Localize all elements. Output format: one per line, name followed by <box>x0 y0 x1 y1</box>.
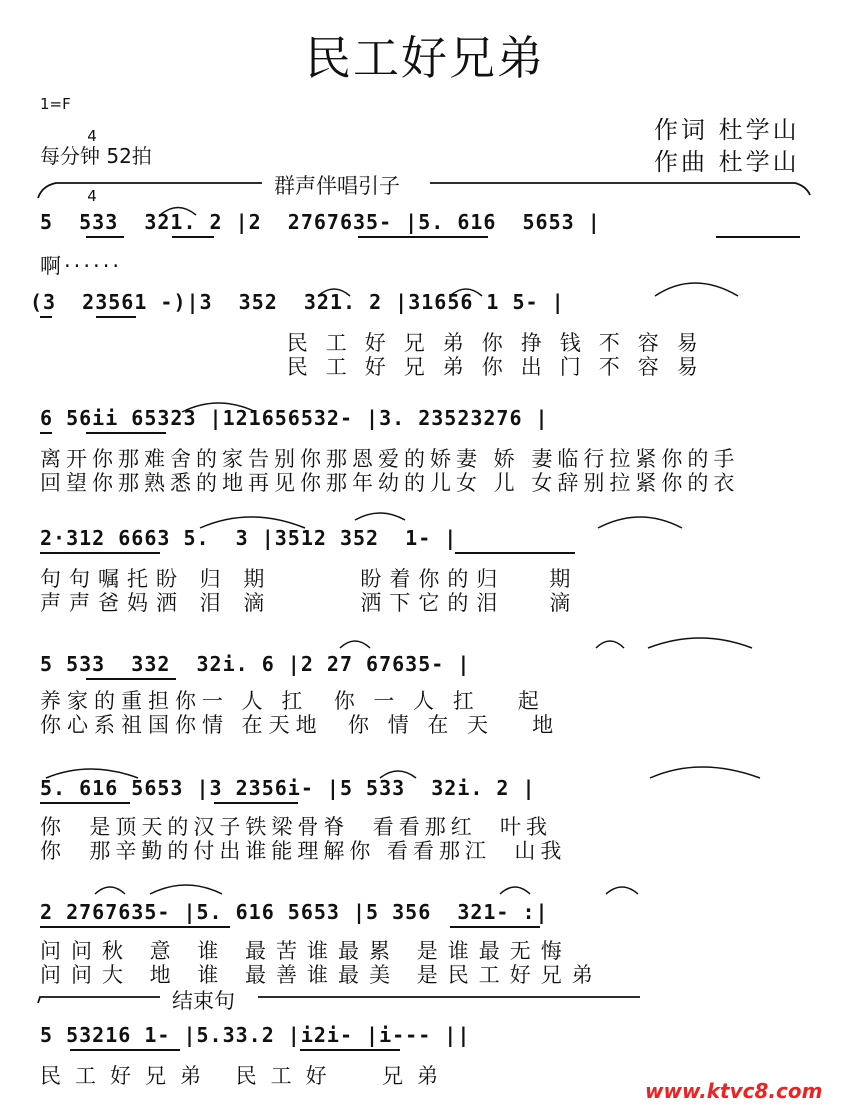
beam-line <box>96 316 136 318</box>
beam-line <box>86 678 176 680</box>
beam-line <box>86 236 124 238</box>
lyric-row-4-line-2: 声声爸妈洒 泪 滴 洒下它的泪 滴 <box>40 591 579 615</box>
lyric-row-7-line-1: 问问秋 意 谁 最苦谁最累 是谁最无悔 <box>40 939 572 963</box>
beam-line <box>358 236 488 238</box>
watermark-url: www.ktvc8.com <box>645 1079 823 1103</box>
composer-credit: 作曲 杜学山 <box>654 148 800 176</box>
beam-line <box>40 926 230 928</box>
beam-line <box>70 1049 180 1051</box>
beam-line <box>450 926 540 928</box>
beam-line <box>716 236 800 238</box>
beam-line <box>86 432 166 434</box>
beam-line <box>40 316 52 318</box>
beam-line <box>455 552 575 554</box>
time-signature-bottom: 4 <box>87 187 97 205</box>
lyricist-credit: 作词 杜学山 <box>654 116 800 144</box>
beam-line <box>214 802 298 804</box>
beam-line <box>300 1049 400 1051</box>
lyric-row-5-line-2: 你心系祖国你情 在天地 你 情 在 天 地 <box>40 713 560 737</box>
lyric-row-5-line-1: 养家的重担你一 人 扛 你 一 人 扛 起 <box>40 689 545 713</box>
notation-row-2: (3 23561 -)|3 352 321. 2 |31656 1 5- | <box>30 290 565 314</box>
notation-row-7: 2 2767635- |5. 616 5653 |5 356 321- :| <box>40 900 549 924</box>
notation-row-8: 5 53216 1- |5.33.2 |i2i- |i--- || <box>40 1023 471 1047</box>
song-title: 民工好兄弟 <box>305 31 545 85</box>
ending-label: 结束句 <box>166 985 241 1015</box>
key-signature: 1=F <box>40 95 71 113</box>
beam-line <box>172 236 214 238</box>
notation-row-4: 2·312 6663 5. 3 |3512 352 1- | <box>40 526 458 550</box>
notation-row-1: 5 533 321. 2 |2 2767635- |5. 616 5653 | <box>40 210 601 234</box>
beam-line <box>40 552 160 554</box>
notation-row-3: 6 56ii 65323 |121656532- |3. 23523276 | <box>40 406 549 430</box>
time-signature-top: 4 <box>87 127 97 145</box>
tempo-marking: 每分钟 52拍 <box>40 144 152 168</box>
lyric-row-3-line-2: 回望你那熟悉的地再见你那年幼的儿女 儿 女辞别拉紧你的衣 <box>40 471 740 495</box>
notation-row-5: 5 533 332 32i. 6 |2 27 67635- | <box>40 652 471 676</box>
beam-line <box>40 802 130 804</box>
lyric-row-1-line-1: 啊······ <box>40 254 123 278</box>
beam-line <box>40 432 52 434</box>
lyric-row-2-line-1: 民工好兄弟你挣钱不容易 <box>40 331 716 355</box>
lyric-row-6-line-1: 你 是顶天的汉子铁梁骨脊 看看那红 叶我 <box>40 815 553 839</box>
lyric-row-4-line-1: 句句嘱托盼 归 期 盼着你的归 期 <box>40 567 579 591</box>
lyric-row-6-line-2: 你 那辛勤的付出谁能理解你 看看那江 山我 <box>40 839 567 863</box>
intro-label: 群声伴唱引子 <box>268 170 406 200</box>
notation-row-6: 5. 616 5653 |3 2356i- |5 533 32i. 2 | <box>40 776 536 800</box>
lyric-row-7-line-2: 问问大 地 谁 最善谁最美 是民工好兄弟 <box>40 963 603 987</box>
lyric-row-8-line-1: 民工好兄弟 民工好 兄弟 <box>40 1064 453 1088</box>
lyric-row-3-line-1: 离开你那难舍的家告别你那恩爱的娇妻 娇 妻临行拉紧你的手 <box>40 447 740 471</box>
lyric-row-2-line-2: 民工好兄弟你出门不容易 <box>40 355 716 379</box>
